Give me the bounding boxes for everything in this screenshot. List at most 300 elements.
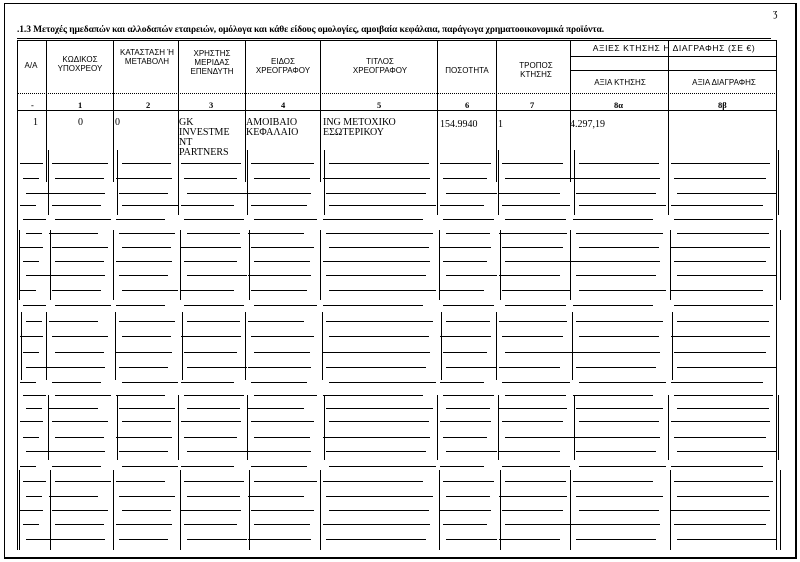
row-segment (181, 205, 234, 206)
colnum-posotita: 6 (465, 100, 470, 110)
row-segment (443, 524, 487, 525)
column-segment (574, 395, 575, 460)
row-segment (116, 437, 172, 438)
row-segment (187, 451, 247, 452)
row-segment (579, 247, 659, 248)
row-segment (326, 367, 426, 368)
column-segment (500, 230, 501, 300)
row-segment (576, 193, 656, 194)
numbers-rule (17, 110, 777, 111)
row-segment (499, 321, 567, 322)
row-segment (49, 275, 105, 276)
row-segment (55, 524, 104, 525)
colnum-aa: - (31, 100, 34, 110)
row-segment (122, 421, 171, 422)
row-segment (674, 352, 766, 353)
column-segment (498, 150, 499, 215)
row-segment (505, 261, 573, 262)
row-segment (248, 408, 304, 409)
row-segment (248, 539, 311, 540)
row-segment (248, 321, 304, 322)
row-segment (187, 539, 247, 540)
row-segment (55, 305, 111, 306)
row-segment (181, 510, 241, 511)
row-segment (502, 247, 563, 248)
column-segment (320, 230, 321, 300)
row-segment (576, 408, 663, 409)
header-axies-group: ΑΞΙΕΣ ΚΤΗΣΗΣ Η ΔΙΑΓΡΑΦΗΣ (ΣΕ €) (592, 43, 756, 53)
row-segment (116, 481, 165, 482)
row-segment (52, 290, 101, 291)
column-segment (439, 230, 440, 300)
row-segment (116, 261, 172, 262)
column-segment (182, 312, 183, 380)
row-segment (23, 395, 46, 396)
column-segment (441, 312, 442, 380)
column-segment (780, 230, 781, 300)
row-segment (323, 437, 430, 438)
row-segment (181, 336, 241, 337)
column-segment (778, 395, 779, 460)
row-segment (499, 539, 560, 540)
row-segment (26, 321, 42, 322)
row-segment (251, 336, 314, 337)
column-segment (249, 230, 250, 300)
row-segment (251, 382, 307, 383)
colnum-katastasi: 2 (146, 100, 151, 110)
row-segment (671, 466, 763, 467)
row-segment (329, 163, 429, 164)
row-segment (181, 466, 234, 467)
row-segment (671, 290, 763, 291)
column-segment (570, 230, 571, 300)
row-segment (187, 275, 247, 276)
row-segment (122, 382, 178, 383)
column-segment (778, 150, 779, 215)
row-segment (446, 321, 490, 322)
column-rule (320, 40, 321, 182)
column-segment (48, 150, 49, 215)
row-segment (671, 163, 770, 164)
row-segment (23, 305, 46, 306)
column-segment (178, 150, 179, 215)
row-segment (446, 408, 490, 409)
row-segment (440, 466, 484, 467)
row-segment (440, 205, 484, 206)
column-segment (113, 230, 114, 300)
row-segment (505, 352, 573, 353)
row-segment (248, 451, 311, 452)
row-segment (671, 510, 770, 511)
column-segment (437, 150, 438, 215)
row-segment (326, 451, 426, 452)
row-segment (329, 421, 429, 422)
column-segment (48, 395, 49, 460)
column-segment (437, 395, 438, 460)
row-segment (26, 451, 49, 452)
row-segment (677, 496, 769, 497)
row-segment (446, 539, 497, 540)
cell-kodikos: 0 (78, 117, 83, 128)
row-segment (26, 193, 49, 194)
row-segment (52, 510, 108, 511)
row-segment (443, 178, 487, 179)
column-segment (668, 395, 669, 460)
row-segment (52, 336, 108, 337)
row-segment (440, 247, 491, 248)
row-segment (499, 451, 560, 452)
row-segment (440, 421, 491, 422)
row-segment (122, 247, 171, 248)
row-segment (119, 451, 168, 452)
row-segment (677, 193, 776, 194)
row-segment (116, 352, 172, 353)
row-segment (579, 421, 659, 422)
row-segment (502, 336, 563, 337)
row-segment (446, 367, 497, 368)
header-kodikos: ΚΩΔΙΚΟΣ ΥΠΟΧΡΕΟΥ (57, 55, 103, 73)
cell-axia-ktisis: 4.297,19 (570, 119, 605, 130)
row-segment (323, 524, 430, 525)
row-segment (573, 395, 653, 396)
column-segment (50, 230, 51, 300)
row-segment (49, 233, 98, 234)
row-segment (576, 275, 656, 276)
column-segment (672, 312, 673, 380)
row-segment (122, 205, 178, 206)
row-segment (499, 367, 560, 368)
row-segment (122, 510, 171, 511)
column-segment (46, 312, 47, 380)
row-segment (323, 261, 430, 262)
row-segment (187, 408, 240, 409)
row-segment (671, 247, 770, 248)
row-segment (573, 524, 660, 525)
row-segment (573, 261, 660, 262)
row-segment (573, 352, 660, 353)
row-segment (116, 395, 165, 396)
row-segment (119, 367, 168, 368)
row-segment (440, 336, 491, 337)
row-segment (502, 466, 570, 467)
row-segment (329, 510, 429, 511)
row-segment (671, 336, 770, 337)
row-segment (23, 219, 46, 220)
row-segment (26, 408, 42, 409)
row-segment (329, 382, 436, 383)
colnum-kodikos: 1 (78, 100, 83, 110)
column-segment (439, 470, 440, 550)
row-segment (20, 336, 43, 337)
row-segment (20, 205, 36, 206)
row-segment (440, 382, 484, 383)
row-segment (505, 305, 566, 306)
section-title: .1.3 Μετοχές ημεδαπών και αλλοδαπών εταιρειών, ομόλογα και κάθε είδους ομολογίες, αμοιβαία κεφάλαια, παράγωγα χρηματοοικονομικά προϊόντα. (17, 25, 605, 35)
row-segment (122, 290, 178, 291)
row-segment (20, 466, 36, 467)
row-segment (443, 352, 487, 353)
column-segment (50, 470, 51, 550)
row-segment (251, 510, 314, 511)
row-segment (119, 275, 168, 276)
row-segment (579, 336, 659, 337)
row-segment (502, 421, 563, 422)
row-segment (505, 178, 573, 179)
row-segment (184, 437, 237, 438)
row-segment (254, 305, 317, 306)
row-segment (251, 163, 314, 164)
row-segment (52, 466, 101, 467)
row-segment (499, 496, 567, 497)
row-segment (573, 178, 660, 179)
row-segment (674, 305, 773, 306)
header-eidos: ΕΙΔΟΣ ΧΡΕΟΓΡΑΦΟΥ (255, 57, 311, 75)
header-titlos: ΤΙΤΛΟΣ ΧΡΕΟΓΡΑΦΟΥ (352, 57, 408, 75)
row-segment (181, 163, 241, 164)
row-segment (677, 367, 776, 368)
row-segment (576, 496, 663, 497)
row-segment (116, 524, 172, 525)
header-tropos: ΤΡΟΠΟΣ ΚΤΗΣΗΣ (519, 61, 553, 79)
row-segment (26, 496, 42, 497)
row-segment (443, 481, 494, 482)
row-segment (576, 233, 663, 234)
row-segment (573, 481, 653, 482)
row-segment (187, 233, 240, 234)
header-katastasi: ΚΑΤΑΣΤΑΣΗ Ή ΜΕΤΑΒΟΛΗ (120, 48, 174, 66)
row-segment (329, 336, 429, 337)
column-segment (247, 150, 248, 215)
row-segment (576, 539, 656, 540)
row-segment (187, 193, 247, 194)
column-rule (113, 40, 114, 182)
header-aa: Α/Α (24, 61, 38, 70)
header-axia-ktisis: ΑΞΙΑ ΚΤΗΣΗΣ (594, 78, 646, 87)
row-segment (23, 178, 39, 179)
row-segment (55, 481, 111, 482)
row-segment (20, 290, 36, 291)
subgroup-rule (570, 70, 776, 71)
row-segment (55, 178, 104, 179)
row-segment (116, 219, 165, 220)
row-segment (119, 408, 175, 409)
row-segment (677, 233, 769, 234)
row-segment (505, 481, 566, 482)
colnum-axia-ktisis: 8α (614, 100, 623, 110)
row-segment (254, 481, 317, 482)
row-segment (116, 305, 165, 306)
row-segment (671, 421, 770, 422)
row-segment (119, 321, 175, 322)
row-segment (49, 408, 98, 409)
row-segment (579, 163, 659, 164)
row-segment (122, 336, 171, 337)
row-segment (502, 510, 563, 511)
column-segment (19, 230, 20, 300)
row-segment (251, 421, 314, 422)
colnum-axia-diagrafis: 8β (718, 100, 727, 110)
row-segment (502, 205, 570, 206)
row-segment (20, 382, 36, 383)
row-segment (579, 466, 666, 467)
header-bottom-rule (17, 93, 777, 94)
row-segment (23, 352, 39, 353)
column-segment (19, 470, 20, 550)
row-segment (505, 219, 566, 220)
colnum-eidos: 4 (281, 100, 286, 110)
column-segment (668, 150, 669, 215)
row-segment (446, 275, 497, 276)
row-segment (26, 233, 42, 234)
column-segment (249, 470, 250, 550)
row-segment (55, 219, 111, 220)
column-rule (46, 40, 47, 182)
row-segment (579, 510, 659, 511)
row-segment (326, 539, 426, 540)
row-segment (187, 496, 240, 497)
row-segment (254, 178, 310, 179)
row-segment (326, 496, 433, 497)
row-segment (181, 247, 241, 248)
column-segment (17, 395, 18, 460)
row-segment (323, 219, 423, 220)
row-segment (20, 421, 43, 422)
row-segment (248, 193, 311, 194)
column-segment (776, 312, 777, 380)
row-segment (674, 524, 766, 525)
column-segment (570, 470, 571, 550)
row-segment (122, 466, 178, 467)
row-segment (576, 321, 663, 322)
cell-posotita: 154.9940 (440, 119, 478, 130)
row-segment (579, 382, 666, 383)
row-segment (505, 524, 573, 525)
row-segment (251, 466, 307, 467)
row-segment (446, 496, 490, 497)
row-segment (254, 395, 317, 396)
row-segment (674, 219, 773, 220)
row-segment (26, 539, 49, 540)
row-segment (671, 205, 763, 206)
row-segment (49, 451, 105, 452)
row-segment (443, 261, 487, 262)
row-segment (184, 352, 237, 353)
row-segment (184, 481, 244, 482)
row-segment (20, 163, 43, 164)
row-segment (323, 481, 423, 482)
row-segment (184, 305, 244, 306)
row-segment (326, 193, 426, 194)
column-segment (500, 470, 501, 550)
column-rule (496, 40, 497, 182)
row-segment (184, 219, 244, 220)
row-segment (502, 163, 563, 164)
row-segment (674, 261, 766, 262)
row-segment (326, 408, 433, 409)
column-segment (496, 312, 497, 380)
row-segment (23, 481, 46, 482)
column-segment (780, 470, 781, 550)
row-segment (248, 275, 311, 276)
row-segment (49, 321, 98, 322)
row-segment (443, 395, 494, 396)
row-segment (443, 305, 494, 306)
column-segment (117, 395, 118, 460)
row-segment (573, 437, 660, 438)
row-segment (443, 437, 487, 438)
row-segment (23, 524, 39, 525)
column-segment (245, 312, 246, 380)
row-segment (502, 290, 570, 291)
row-segment (49, 539, 105, 540)
row-segment (323, 352, 430, 353)
row-segment (49, 193, 105, 194)
header-axia-diagrafis: ΑΞΙΑ ΔΙΑΓΡΑΦΗΣ (692, 78, 756, 87)
row-segment (446, 451, 497, 452)
row-segment (671, 382, 763, 383)
column-segment (117, 150, 118, 215)
row-segment (323, 305, 423, 306)
cell-xristis: GK INVESTME NT PARTNERS (179, 117, 230, 158)
row-segment (573, 219, 653, 220)
row-segment (248, 496, 304, 497)
row-segment (576, 451, 656, 452)
row-segment (440, 510, 491, 511)
column-segment (498, 395, 499, 460)
row-segment (254, 437, 310, 438)
row-segment (499, 275, 560, 276)
row-segment (677, 539, 776, 540)
column-segment (17, 150, 18, 215)
row-segment (20, 510, 43, 511)
row-segment (674, 395, 773, 396)
row-segment (184, 178, 237, 179)
row-segment (251, 290, 307, 291)
row-segment (251, 247, 314, 248)
column-segment (670, 230, 671, 300)
column-rule (776, 40, 777, 550)
row-segment (499, 193, 560, 194)
row-segment (248, 233, 304, 234)
row-segment (329, 290, 436, 291)
row-segment (181, 421, 241, 422)
column-segment (113, 470, 114, 550)
row-segment (440, 163, 491, 164)
column-rule (17, 40, 18, 550)
group-rule (570, 56, 776, 57)
row-segment (52, 382, 101, 383)
row-segment (502, 382, 570, 383)
row-segment (119, 496, 175, 497)
header-top-rule (17, 40, 777, 41)
column-segment (115, 312, 116, 380)
cell-tropos: 1 (498, 119, 503, 130)
row-segment (323, 395, 423, 396)
row-segment (254, 352, 310, 353)
row-segment (674, 178, 766, 179)
row-segment (26, 275, 49, 276)
corner-mark: ʒ (773, 8, 778, 19)
column-segment (180, 470, 181, 550)
colnum-xristis: 3 (209, 100, 214, 110)
cell-titlos: ING ΜΕΤΟΧΙΚΟ ΕΣΩΤΕΡΙΚΟΥ (323, 117, 396, 138)
row-segment (52, 205, 101, 206)
column-segment (21, 312, 22, 380)
row-segment (446, 233, 490, 234)
row-segment (329, 466, 436, 467)
row-segment (119, 233, 175, 234)
row-segment (674, 481, 773, 482)
